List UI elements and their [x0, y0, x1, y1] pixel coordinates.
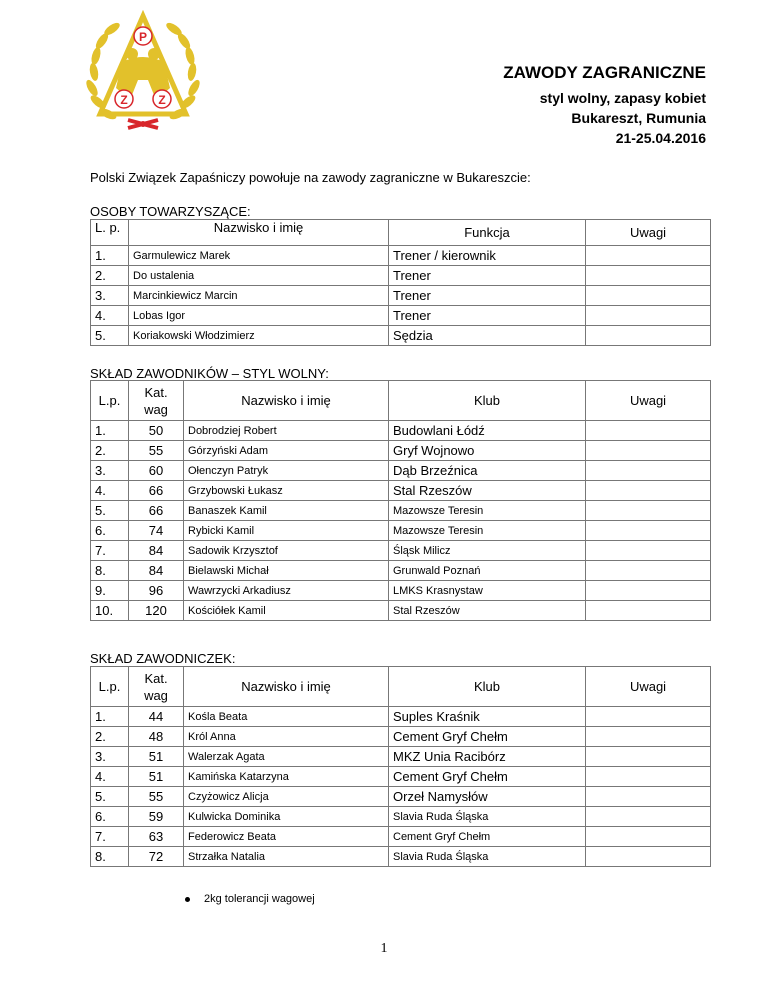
athlete-name: Dobrodziej Robert: [184, 421, 389, 441]
staff-header-function: Funkcja: [389, 220, 586, 246]
weight-category: 66: [129, 481, 184, 501]
athlete-club: Stal Rzeszów: [389, 481, 586, 501]
athlete-club: Slavia Ruda Śląska: [389, 807, 586, 827]
athlete-club: Orzeł Namysłów: [389, 787, 586, 807]
row-number: 10.: [91, 601, 129, 621]
notes-cell: [586, 246, 711, 266]
women-header-lp: L.p.: [91, 667, 129, 707]
table-row: [91, 847, 711, 867]
weight-category: 96: [129, 581, 184, 601]
intro-text: Polski Związek Zapaśniczy powołuje na zawody zagraniczne w Bukareszcie:: [90, 170, 531, 185]
table-row: [91, 827, 711, 847]
notes-cell: [586, 521, 711, 541]
table-row: [91, 601, 711, 621]
table-row: [91, 481, 711, 501]
weight-category: 55: [129, 441, 184, 461]
note-text: 2kg tolerancji wagowej: [204, 893, 315, 905]
weight-category: 66: [129, 501, 184, 521]
row-number: 1.: [91, 707, 129, 727]
table-row: [91, 246, 711, 266]
athlete-club: LMKS Krasnystaw: [389, 581, 586, 601]
logo-letter-z1: Z: [120, 93, 128, 107]
staff-header-notes: Uwagi: [586, 220, 711, 246]
athlete-club: Gryf Wojnowo: [389, 441, 586, 461]
men-table: [90, 380, 711, 621]
notes-cell: [586, 481, 711, 501]
notes-cell: [586, 787, 711, 807]
person-name: Marcinkiewicz Marcin: [129, 286, 389, 306]
person-function: Trener: [389, 266, 586, 286]
women-header-name: Nazwisko i imię: [184, 667, 389, 707]
person-name: Koriakowski Włodzimierz: [129, 326, 389, 346]
notes-cell: [586, 707, 711, 727]
notes-cell: [586, 541, 711, 561]
staff-header-name: Nazwisko i imię: [129, 220, 389, 246]
bullet-icon: [185, 897, 190, 902]
athlete-name: Grzybowski Łukasz: [184, 481, 389, 501]
notes-cell: [586, 601, 711, 621]
document-title: ZAWODY ZAGRANICZNE: [503, 63, 706, 82]
person-name: Garmulewicz Marek: [129, 246, 389, 266]
row-number: 5.: [91, 501, 129, 521]
row-number: 3.: [91, 461, 129, 481]
staff-section-title: OSOBY TOWARZYSZĄCE:: [90, 204, 251, 219]
athlete-name: Kościółek Kamil: [184, 601, 389, 621]
table-row: [91, 441, 711, 461]
logo-letter-p: P: [138, 30, 148, 44]
men-header-notes: Uwagi: [586, 381, 711, 421]
notes-cell: [586, 807, 711, 827]
table-row: [91, 727, 711, 747]
athlete-club: Cement Gryf Chełm: [389, 827, 586, 847]
logo-letter-z2: Z: [158, 93, 166, 107]
row-number: 4.: [91, 767, 129, 787]
table-row: [91, 747, 711, 767]
person-function: Trener: [389, 306, 586, 326]
row-number: 6.: [91, 807, 129, 827]
athlete-club: Cement Gryf Chełm: [389, 727, 586, 747]
notes-cell: [586, 727, 711, 747]
notes-cell: [586, 286, 711, 306]
women-header-club: Klub: [389, 667, 586, 707]
notes-cell: [586, 306, 711, 326]
table-row: [91, 707, 711, 727]
weight-category: 59: [129, 807, 184, 827]
row-number: 4.: [91, 306, 129, 326]
row-number: 4.: [91, 481, 129, 501]
notes-cell: [586, 747, 711, 767]
row-number: 5.: [91, 326, 129, 346]
men-header-name: Nazwisko i imię: [184, 381, 389, 421]
row-number: 2.: [91, 266, 129, 286]
row-number: 7.: [91, 827, 129, 847]
athlete-name: Ołenczyn Patryk: [184, 461, 389, 481]
weight-category: 84: [129, 561, 184, 581]
athlete-name: Wawrzycki Arkadiusz: [184, 581, 389, 601]
notes-cell: [586, 827, 711, 847]
page-number: 1: [380, 941, 388, 956]
row-number: 3.: [91, 747, 129, 767]
notes-cell: [586, 767, 711, 787]
person-function: Trener: [389, 286, 586, 306]
event-dates: 21-25.04.2016: [615, 130, 706, 146]
event-style: styl wolny, zapasy kobiet: [539, 90, 706, 106]
athlete-name: Sadowik Krzysztof: [184, 541, 389, 561]
weight-category: 50: [129, 421, 184, 441]
athlete-name: Rybicki Kamil: [184, 521, 389, 541]
person-function: Trener / kierownik: [389, 246, 586, 266]
table-row: [91, 421, 711, 441]
person-name: Lobas Igor: [129, 306, 389, 326]
athlete-club: Grunwald Poznań: [389, 561, 586, 581]
table-row: [91, 561, 711, 581]
notes-cell: [586, 581, 711, 601]
athlete-name: Strzałka Natalia: [184, 847, 389, 867]
athlete-club: Budowlani Łódź: [389, 421, 586, 441]
table-row: [91, 807, 711, 827]
row-number: 3.: [91, 286, 129, 306]
table-row: [91, 306, 711, 326]
athlete-name: Bielawski Michał: [184, 561, 389, 581]
athlete-club: Slavia Ruda Śląska: [389, 847, 586, 867]
women-header-notes: Uwagi: [586, 667, 711, 707]
athlete-club: Mazowsze Teresin: [389, 521, 586, 541]
weight-category: 51: [129, 747, 184, 767]
staff-table: [90, 219, 711, 346]
table-row: [91, 787, 711, 807]
athlete-club: MKZ Unia Racibórz: [389, 747, 586, 767]
notes-cell: [586, 266, 711, 286]
athlete-name: Czyżowicz Alicja: [184, 787, 389, 807]
men-header-category: Kat. wag: [129, 381, 184, 421]
row-number: 2.: [91, 727, 129, 747]
row-number: 9.: [91, 581, 129, 601]
weight-category: 120: [129, 601, 184, 621]
weight-category: 60: [129, 461, 184, 481]
weight-category: 51: [129, 767, 184, 787]
athlete-name: Kulwicka Dominika: [184, 807, 389, 827]
row-number: 8.: [91, 561, 129, 581]
table-row: [91, 541, 711, 561]
row-number: 6.: [91, 521, 129, 541]
weight-category: 74: [129, 521, 184, 541]
event-location: Bukareszt, Rumunia: [571, 110, 706, 126]
table-row: [91, 266, 711, 286]
athlete-name: Federowicz Beata: [184, 827, 389, 847]
men-header-club: Klub: [389, 381, 586, 421]
notes-cell: [586, 461, 711, 481]
athlete-club: Cement Gryf Chełm: [389, 767, 586, 787]
row-number: 7.: [91, 541, 129, 561]
row-number: 1.: [91, 246, 129, 266]
men-section-title: SKŁAD ZAWODNIKÓW – STYL WOLNY:: [90, 366, 329, 381]
notes-cell: [586, 561, 711, 581]
weight-category: 84: [129, 541, 184, 561]
weight-category: 55: [129, 787, 184, 807]
weight-tolerance-note: [185, 893, 315, 905]
athlete-club: Stal Rzeszów: [389, 601, 586, 621]
athlete-name: Banaszek Kamil: [184, 501, 389, 521]
athlete-name: Walerzak Agata: [184, 747, 389, 767]
athlete-name: Górzyński Adam: [184, 441, 389, 461]
table-row: [91, 767, 711, 787]
table-row: [91, 521, 711, 541]
athlete-club: Dąb Brzeźnica: [389, 461, 586, 481]
notes-cell: [586, 421, 711, 441]
row-number: 8.: [91, 847, 129, 867]
table-row: [91, 581, 711, 601]
women-header-category: Kat. wag: [129, 667, 184, 707]
notes-cell: [586, 441, 711, 461]
table-row: [91, 501, 711, 521]
athlete-club: Mazowsze Teresin: [389, 501, 586, 521]
weight-category: 63: [129, 827, 184, 847]
athlete-name: Król Anna: [184, 727, 389, 747]
women-section-title: SKŁAD ZAWODNICZEK:: [90, 651, 236, 666]
women-table: [90, 666, 711, 867]
person-name: Do ustalenia: [129, 266, 389, 286]
athlete-name: Kośla Beata: [184, 707, 389, 727]
table-row: [91, 461, 711, 481]
athlete-club: Suples Kraśnik: [389, 707, 586, 727]
notes-cell: [586, 326, 711, 346]
men-header-lp: L.p.: [91, 381, 129, 421]
notes-cell: [586, 847, 711, 867]
row-number: 5.: [91, 787, 129, 807]
table-row: [91, 286, 711, 306]
row-number: 1.: [91, 421, 129, 441]
notes-cell: [586, 501, 711, 521]
weight-category: 48: [129, 727, 184, 747]
weight-category: 44: [129, 707, 184, 727]
staff-header-lp: L. p.: [91, 220, 129, 246]
athlete-club: Śląsk Milicz: [389, 541, 586, 561]
weight-category: 72: [129, 847, 184, 867]
pzz-logo: [84, 10, 202, 136]
row-number: 2.: [91, 441, 129, 461]
athlete-name: Kamińska Katarzyna: [184, 767, 389, 787]
table-row: [91, 326, 711, 346]
person-function: Sędzia: [389, 326, 586, 346]
